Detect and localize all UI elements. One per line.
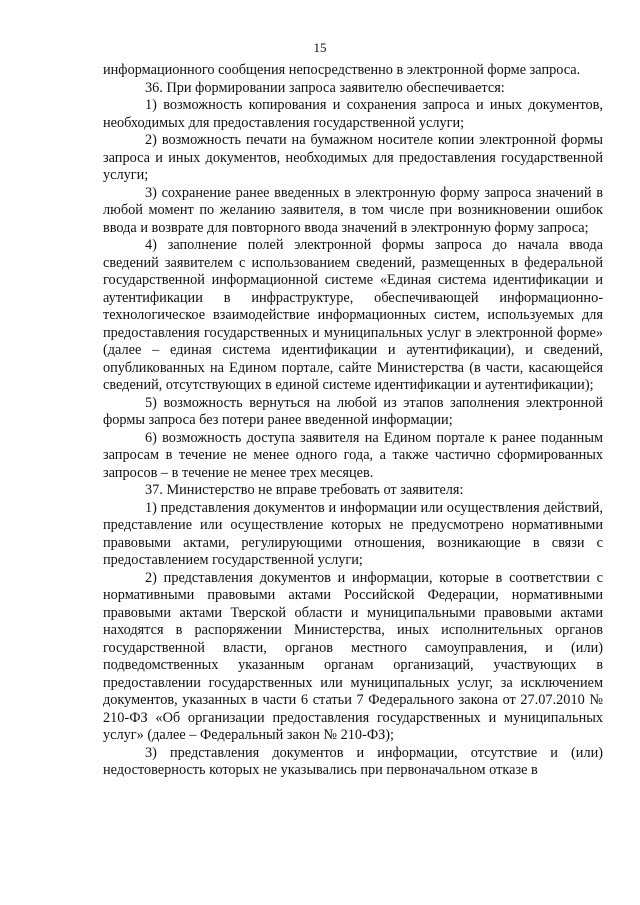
paragraph-37-item-3: 3) представления документов и информации, отсутствие и (или) недостоверность которых не указывались при первоначальном отказе в bbox=[103, 744, 603, 778]
paragraph-36-item-5: 5) возможность вернуться на любой из этапов заполнения электронной формы запроса без потери ранее введенной информации; bbox=[103, 394, 603, 428]
paragraph-36-item-3: 3) сохранение ранее введенных в электронную форму запроса значений в любой момент по желанию заявителя, в том числе при возникновении ошибок ввода и возврате для повторного ввода значений в электронную форму запроса; bbox=[103, 184, 603, 236]
paragraph-36: 36. При формировании запроса заявителю обеспечивается: bbox=[145, 79, 505, 96]
document-body bbox=[103, 62, 603, 780]
paragraph-37: 37. Министерство не вправе требовать от заявителя: bbox=[145, 482, 464, 498]
paragraph-37-item-2: 2) представления документов и информации, которые в соответствии с нормативными правовыми актами Российской Федерации, нормативными правовыми актами Тверской области и муниципальными правовыми актами находятся в распоряжении Министерства, иных исполнительных органов государственной власти, органов местного самоуправления, и (или) подведомственных указанным органам организаций, участвующих в предоставлении государственных или муниципальных услуг, за исключением документов, указанных в части 6 статьи 7 Федерального закона от 27.07.2010 № 210-ФЗ «Об организации предоставления государственных и муниципальных услуг» (далее – Федеральный закон № 210-ФЗ); bbox=[103, 569, 603, 743]
paragraph-36-item-2: 2) возможность печати на бумажном носителе копии электронной формы запроса и иных документов, необходимых для предоставления государственной услуги; bbox=[103, 132, 603, 183]
paragraph-continuation: информационного сообщения непосредственно в электронной форме запроса. bbox=[103, 62, 581, 78]
paragraph-36-item-6: 6) возможность доступа заявителя на Едином портале к ранее поданным запросам в течение не менее одного года, а также частично сформированных запросов – в течение не менее трех месяцев. bbox=[103, 429, 603, 481]
paragraph-36-item-1: 1) возможность копирования и сохранения запроса и иных документов, необходимых для предоставления государственной услуги; bbox=[103, 97, 603, 131]
paragraph-37-item-1: 1) представления документов и информации или осуществления действий, представление или осуществление которых не предусмотрено нормативными правовыми актами, регулирующими отношения, возникающие в связи с предоставлением государственной услуги; bbox=[103, 499, 603, 568]
page-number: 15 bbox=[313, 40, 327, 55]
paragraph-36-item-4: 4) заполнение полей электронной формы запроса до начала ввода сведений заявителем с использованием сведений, размещенных в федеральной государственной информационной системе «Единая система идентификации и аутентификации в инфраструктуре, обеспечивающей информационно-технологическое взаимодействие информационных систем, используемых для предоставления государственных и муниципальных услуг в электронной форме» (далее – единая система идентификации и аутентификации), и сведений, опубликованных на Едином портале, сайте Министерства (в части, касающейся сведений, отсутствующих в единой системе идентификации и аутентификации); bbox=[103, 237, 603, 393]
